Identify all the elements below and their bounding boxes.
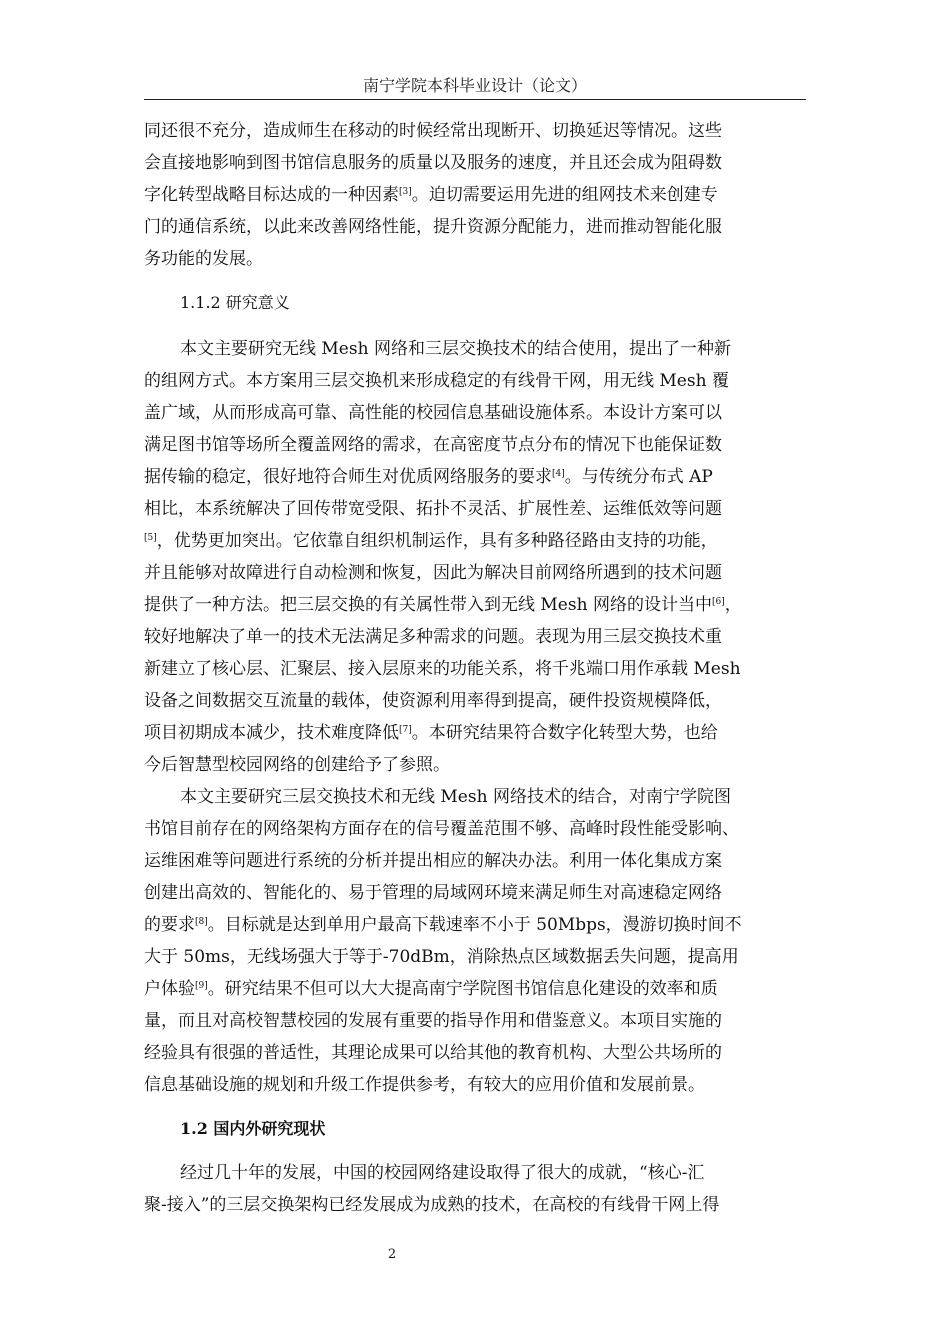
text-line: 会直接地影响到图书馆信息服务的质量以及服务的速度，并且还会成为阻碍数 [144, 153, 722, 173]
section-heading-1-1-2: 1.1.2 研究意义 [180, 293, 290, 312]
page-header: 南宁学院本科毕业设计（论文） [362, 76, 587, 95]
citation-ref: [6] [711, 597, 725, 607]
text-line: 字化转型战略目标达成的一种因素[3]。迫切需要运用先进的组网技术来创建专 [144, 185, 718, 205]
text-line: 信息基础设施的规划和升级工作提供参考，有较大的应用价值和发展前景。 [144, 1075, 705, 1095]
text-line: 同还很不充分，造成师生在移动的时候经常出现断开、切换延迟等情况。这些 [144, 121, 722, 141]
text-line: 盖广域，从而形成高可靠、高性能的校园信息基础设施体系。本设计方案可以 [144, 403, 722, 423]
section-heading-1-2: 1.2 国内外研究现状 [180, 1119, 326, 1138]
citation-ref: [7] [399, 725, 412, 735]
page-number: 2 [387, 1247, 397, 1262]
text-line: 经过几十年的发展，中国的校园网络建设取得了很大的成就，“核心-汇 [180, 1163, 705, 1183]
text-line: 量，而且对高校智慧校园的发展有重要的指导作用和借鉴意义。本项目实施的 [144, 1011, 722, 1031]
citation-ref: [8] [195, 917, 208, 927]
text-line: 满足图书馆等场所全覆盖网络的需求，在高密度节点分布的情况下也能保证数 [144, 435, 722, 455]
citation-ref: [9] [195, 981, 208, 991]
text-line: 经验具有很强的普适性，其理论成果可以给其他的教育机构、大型公共场所的 [144, 1043, 722, 1063]
text-line: 本文主要研究无线 Mesh 网络和三层交换技术的结合使用，提出了一种新 [180, 339, 731, 359]
citation-ref: [5] [144, 533, 157, 543]
text-line: 较好地解决了单一的技术无法满足多种需求的问题。表现为用三层交换技术重 [144, 627, 722, 647]
text-line: 设备之间数据交互流量的载体，使资源利用率得到提高，硬件投资规模降低， [144, 691, 722, 711]
text-line: 户体验[9]。研究结果不但可以大大提高南宁学院图书馆信息化建设的效率和质 [144, 979, 718, 999]
text-line: 大于 50ms，无线场强大于等于-70dBm，消除热点区域数据丢失问题，提高用 [144, 947, 739, 967]
text-line: 的要求[8]。目标就是达到单用户最高下载速率不小于 50Mbps，漫游切换时间不 [144, 915, 742, 935]
text-line: 聚-接入”的三层交换架构已经发展成为成熟的技术，在高校的有线骨干网上得 [144, 1195, 720, 1215]
text-line: 门的通信系统，以此来改善网络性能，提升资源分配能力，进而推动智能化服 [144, 217, 722, 237]
text-line: 务功能的发展。 [144, 249, 263, 269]
text-line: 项目初期成本减少，技术难度降低[7]。本研究结果符合数字化转型大势，也给 [144, 723, 718, 743]
citation-ref: [3] [399, 187, 412, 197]
text-line: 据传输的稳定，很好地符合师生对优质网络服务的要求[4]。与传统分布式 AP [144, 467, 713, 487]
text-line: 相比，本系统解决了回传带宽受限、拓扑不灵活、扩展性差、运维低效等问题 [144, 499, 722, 519]
header-rule [144, 99, 806, 100]
text-line: 并且能够对故障进行自动检测和恢复，因此为解决目前网络所遇到的技术问题 [144, 563, 722, 583]
citation-ref: [4] [552, 469, 565, 479]
text-line: [5]，优势更加突出。它依靠自组织机制运作，具有多种路径路由支持的功能， [144, 531, 718, 551]
text-line: 的组网方式。本方案用三层交换机来形成稳定的有线骨干网，用无线 Mesh 覆 [144, 371, 729, 391]
text-line: 书馆目前存在的网络架构方面存在的信号覆盖范围不够、高峰时段性能受影响、 [144, 819, 739, 839]
text-line: 提供了一种方法。把三层交换的有关属性带入到无线 Mesh 网络的设计当中[6]， [144, 595, 742, 615]
text-line: 今后智慧型校园网络的创建给予了参照。 [144, 755, 450, 775]
text-line: 创建出高效的、智能化的、易于管理的局域网环境来满足师生对高速稳定网络 [144, 883, 722, 903]
text-line: 运维困难等问题进行系统的分析并提出相应的解决办法。利用一体化集成方案 [144, 851, 722, 871]
text-line: 新建立了核心层、汇聚层、接入层原来的功能关系，将千兆端口用作承载 Mesh [144, 659, 741, 679]
text-line: 本文主要研究三层交换技术和无线 Mesh 网络技术的结合，对南宁学院图 [180, 787, 731, 807]
